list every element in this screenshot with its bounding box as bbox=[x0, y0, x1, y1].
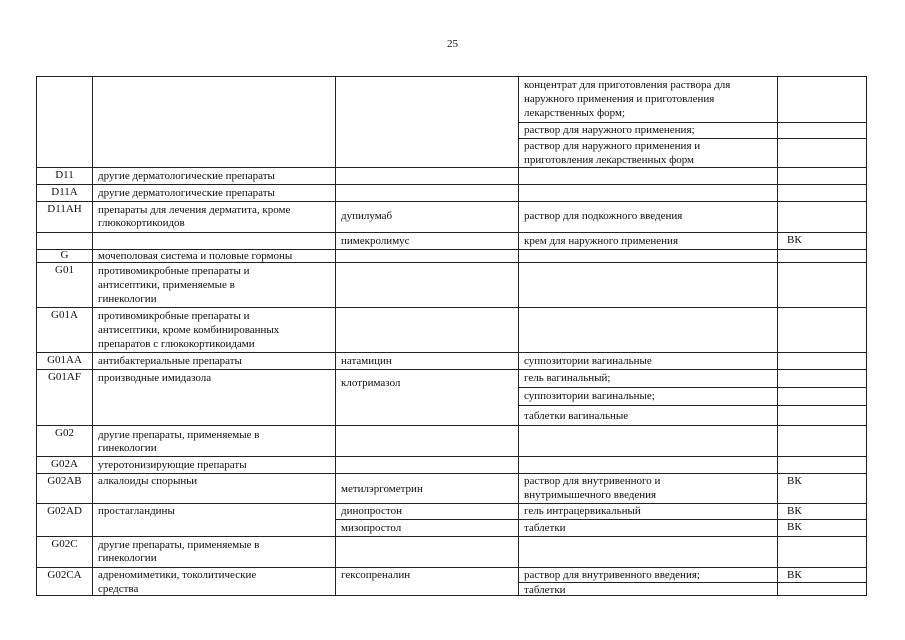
page-number: 25 bbox=[447, 38, 458, 50]
group-name: глюкокортикоидов bbox=[98, 217, 185, 229]
row-divider bbox=[37, 503, 866, 504]
form-cell: таблетки вагинальные bbox=[524, 410, 629, 422]
note-cell: ВК bbox=[787, 569, 802, 581]
form-cell: лекарственных форм; bbox=[524, 107, 626, 119]
form-cell: суппозитории вагинальные; bbox=[524, 390, 655, 402]
col-divider bbox=[92, 77, 93, 595]
col-divider bbox=[777, 77, 778, 595]
form-cell: раствор для внутривенного введения; bbox=[524, 569, 700, 581]
drug-name: натамицин bbox=[341, 355, 392, 367]
group-name: препараты для лечения дерматита, кроме bbox=[98, 204, 291, 216]
atc-code: G02C bbox=[51, 538, 78, 550]
form-cell: крем для наружного применения bbox=[524, 235, 679, 247]
col-divider bbox=[335, 77, 336, 595]
group-name: гинекологии bbox=[98, 552, 157, 564]
group-name: гинекологии bbox=[98, 442, 157, 454]
form-cell: таблетки bbox=[524, 584, 566, 596]
group-name: мочеполовая система и половые гормоны bbox=[98, 250, 293, 262]
row-divider bbox=[37, 201, 866, 202]
drug-name: пимекролимус bbox=[341, 235, 410, 247]
form-cell: приготовления лекарственных форм bbox=[524, 154, 695, 166]
note-cell: ВК bbox=[787, 521, 802, 533]
row-divider bbox=[37, 167, 866, 168]
group-name: алкалоиды спорыньи bbox=[98, 475, 198, 487]
atc-code: D11AH bbox=[47, 203, 82, 215]
atc-code: G01 bbox=[55, 264, 74, 276]
group-name: антибактериальные препараты bbox=[98, 355, 242, 367]
row-divider bbox=[37, 536, 866, 537]
atc-code: G bbox=[60, 249, 69, 261]
row-divider bbox=[37, 232, 866, 233]
form-cell: наружного применения и приготовления bbox=[524, 93, 715, 105]
row-divider bbox=[518, 582, 866, 583]
group-name: антисептики, кроме комбинированных bbox=[98, 324, 280, 336]
row-divider bbox=[37, 473, 866, 474]
row-divider bbox=[37, 307, 866, 308]
drug-name: метилэргометрин bbox=[341, 483, 423, 495]
row-divider bbox=[37, 184, 866, 185]
group-name: противомикробные препараты и bbox=[98, 265, 250, 277]
row-divider bbox=[37, 456, 866, 457]
group-name: другие препараты, применяемые в bbox=[98, 429, 260, 441]
form-cell: раствор для внутривенного и bbox=[524, 475, 661, 487]
group-name: простагландины bbox=[98, 505, 175, 517]
group-name: средства bbox=[98, 583, 139, 595]
group-name: другие дерматологические препараты bbox=[98, 187, 275, 199]
group-name: гинекологии bbox=[98, 293, 157, 305]
atc-code: G02AD bbox=[47, 505, 82, 517]
atc-code: G02A bbox=[51, 458, 78, 470]
form-cell: раствор для наружного применения; bbox=[524, 124, 695, 136]
note-cell: ВК bbox=[787, 234, 802, 246]
drug-name: мизопростол bbox=[341, 522, 402, 534]
row-divider bbox=[37, 567, 866, 568]
col-divider bbox=[518, 77, 519, 595]
drug-name: клотримазол bbox=[341, 377, 401, 389]
atc-code: G02AB bbox=[47, 475, 82, 487]
group-name: другие дерматологические препараты bbox=[98, 170, 275, 182]
form-cell: внутримышечного введения bbox=[524, 489, 657, 501]
form-cell: таблетки bbox=[524, 522, 566, 534]
medicines-table bbox=[36, 76, 867, 596]
atc-code: G01A bbox=[51, 309, 78, 321]
row-divider bbox=[518, 122, 866, 123]
atc-code: D11 bbox=[55, 169, 74, 181]
row-divider bbox=[37, 369, 866, 370]
row-divider bbox=[37, 425, 866, 426]
drug-name: дупилумаб bbox=[341, 210, 393, 222]
form-cell: суппозитории вагинальные bbox=[524, 355, 652, 367]
row-divider bbox=[335, 519, 866, 520]
note-cell: ВК bbox=[787, 505, 802, 517]
form-cell: концентрат для приготовления раствора для bbox=[524, 79, 731, 91]
row-divider bbox=[518, 405, 866, 406]
group-name: производные имидазола bbox=[98, 372, 212, 384]
atc-code: G01AA bbox=[47, 354, 82, 366]
note-cell: ВК bbox=[787, 475, 802, 487]
row-divider bbox=[518, 138, 866, 139]
group-name: антисептики, применяемые в bbox=[98, 279, 235, 291]
row-divider bbox=[518, 387, 866, 388]
drug-name: динопростон bbox=[341, 505, 402, 517]
atc-code: G02CA bbox=[47, 569, 82, 581]
form-cell: раствор для наружного применения и bbox=[524, 140, 701, 152]
group-name: утеротонизирующие препараты bbox=[98, 459, 247, 471]
drug-name: гексопреналин bbox=[341, 569, 411, 581]
row-divider bbox=[37, 352, 866, 353]
form-cell: гель интрацервикальный bbox=[524, 505, 641, 517]
group-name: препаратов с глюкокортикоидами bbox=[98, 338, 255, 350]
atc-code: G02 bbox=[55, 427, 74, 439]
form-cell: раствор для подкожного введения bbox=[524, 210, 683, 222]
group-name: противомикробные препараты и bbox=[98, 310, 250, 322]
form-cell: гель вагинальный; bbox=[524, 372, 611, 384]
atc-code: D11A bbox=[51, 186, 78, 198]
group-name: другие препараты, применяемые в bbox=[98, 539, 260, 551]
atc-code: G01AF bbox=[47, 371, 81, 383]
group-name: адреномиметики, токолитические bbox=[98, 569, 257, 581]
